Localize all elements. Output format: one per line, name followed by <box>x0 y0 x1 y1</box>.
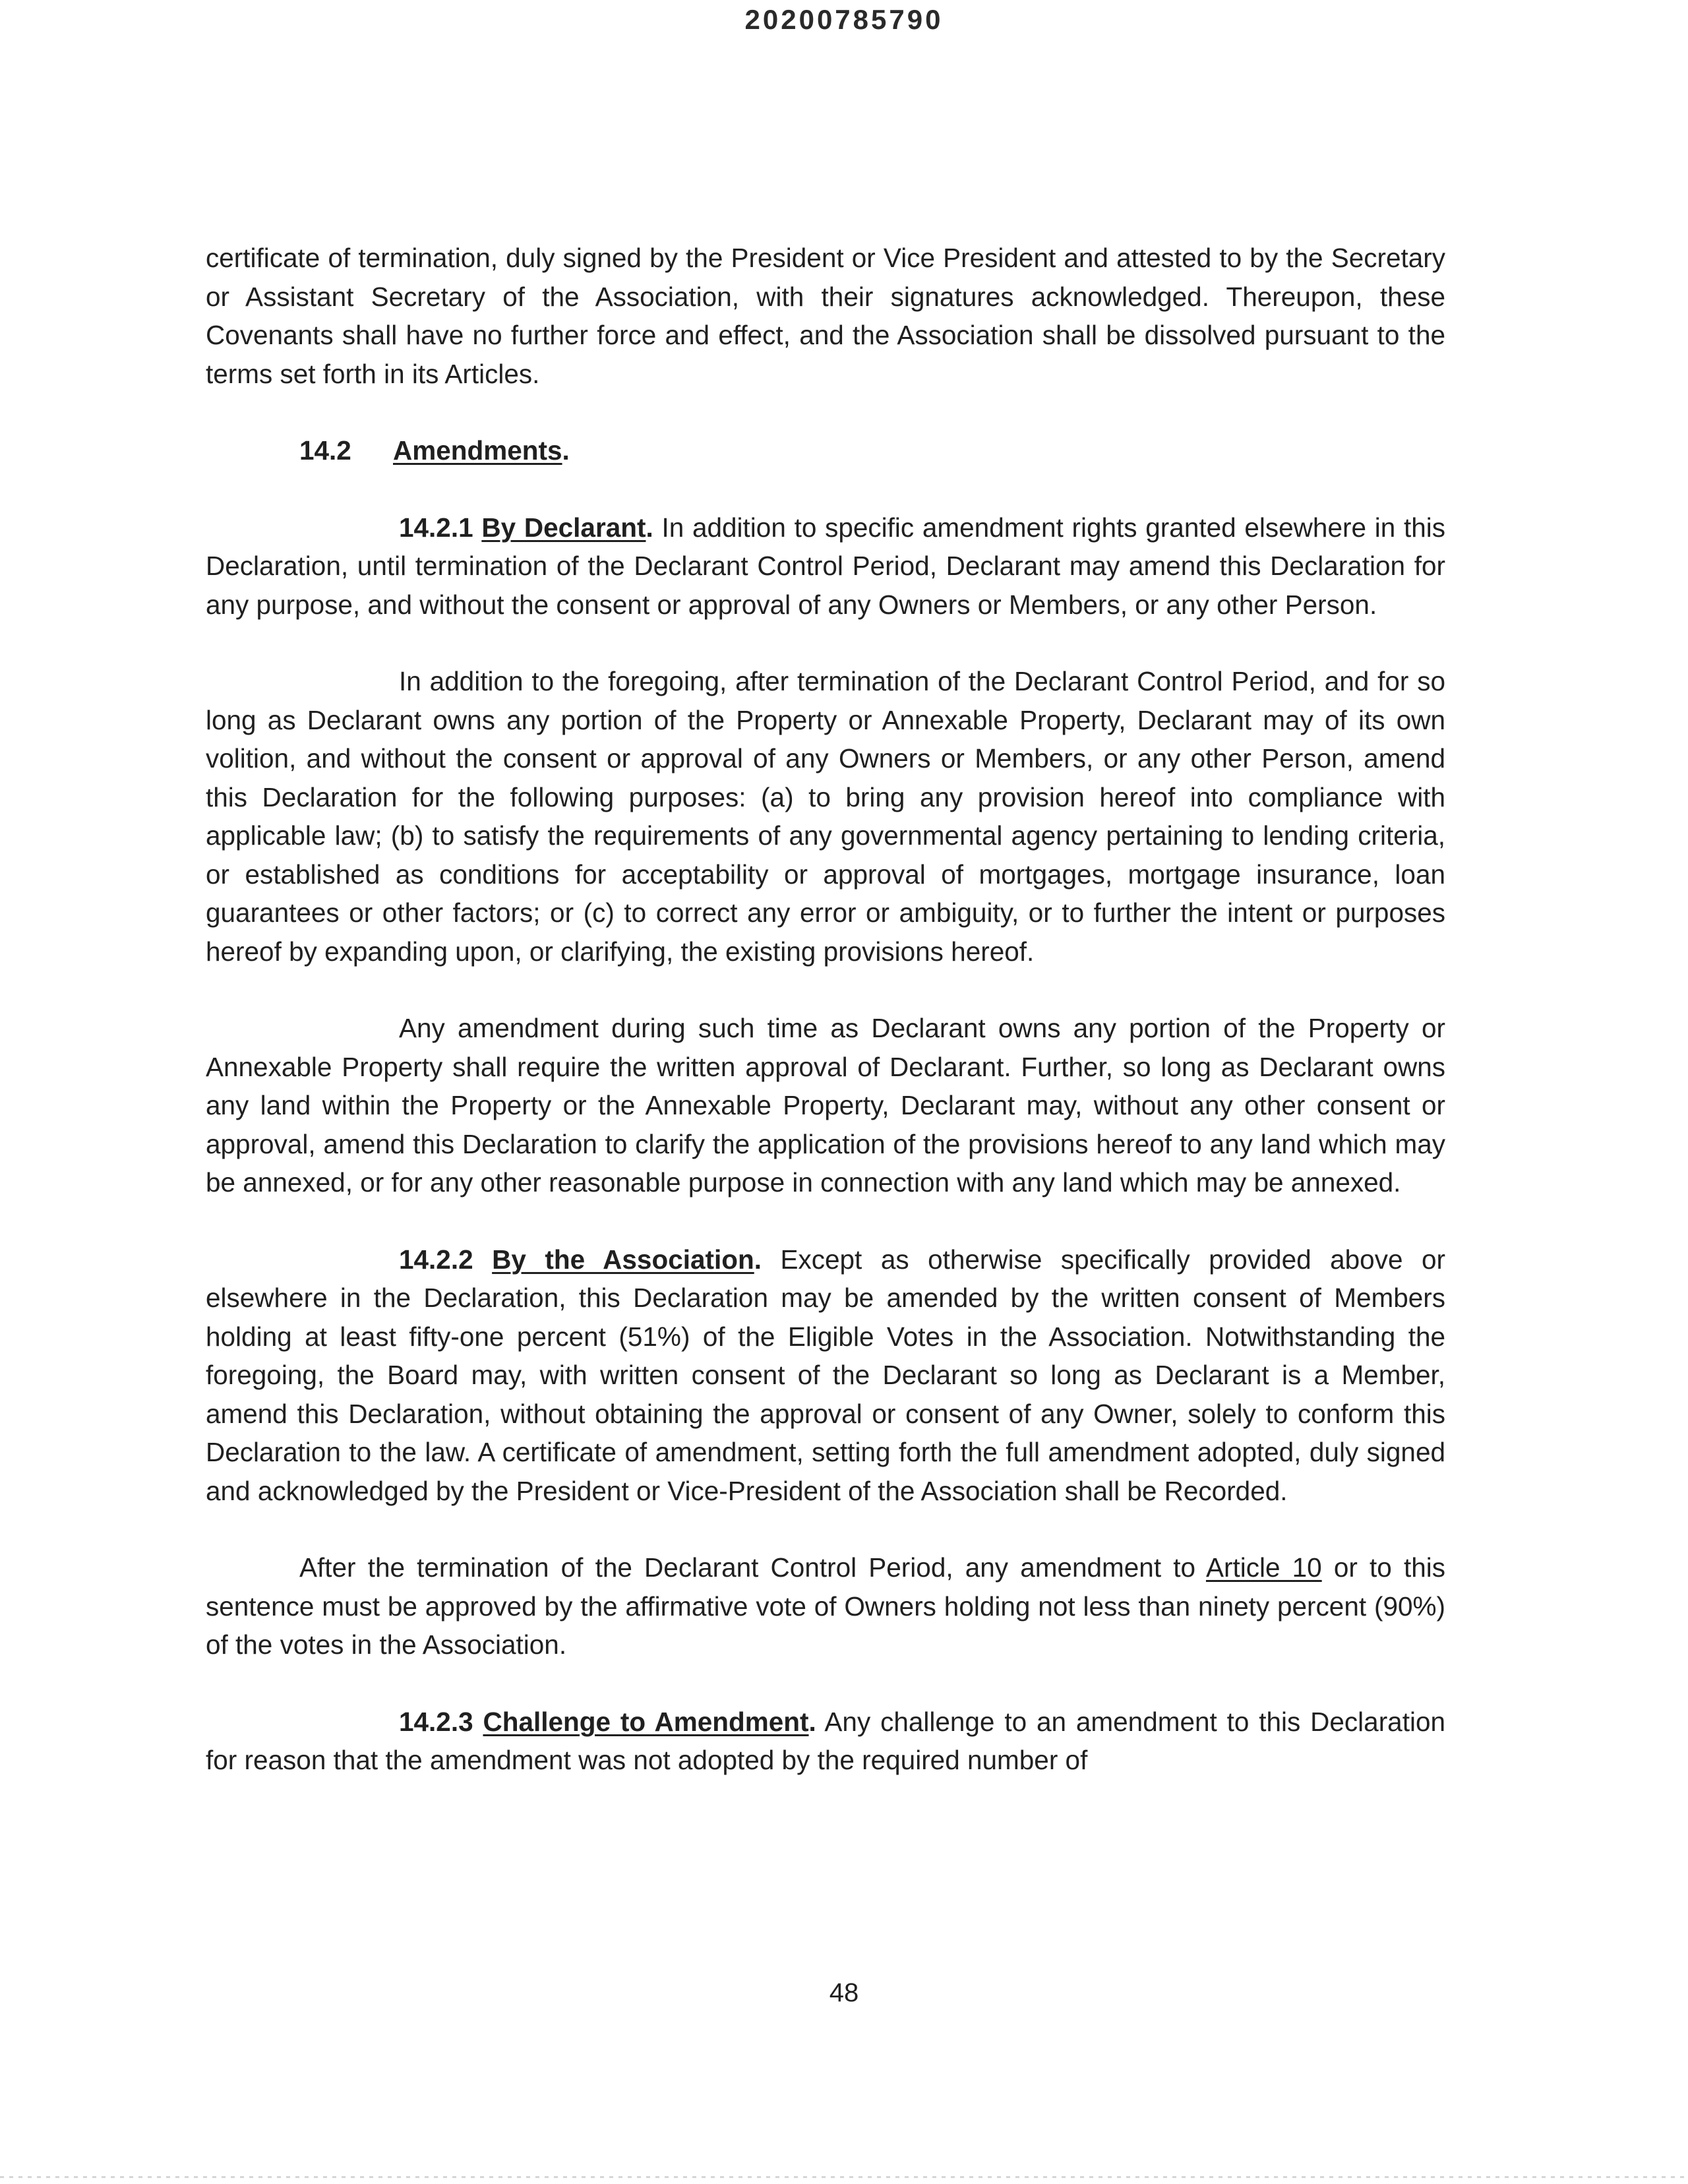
subsection-number: 14.2.2 <box>399 1244 473 1275</box>
subsection-title-period: . <box>754 1244 762 1275</box>
subsection-title: By Declarant <box>481 512 646 543</box>
document-body <box>206 239 1445 1818</box>
subsection-title: Challenge to Amendment <box>483 1706 809 1737</box>
subsection-text: In addition to specific amendment rights granted elsewhere in this Declaration, until termination of the Declarant Control Period, Declarant may amend this Declaration for any purpose, and without the consent or approval of any Owners or Members, or any other Person. <box>206 512 1446 620</box>
paragraph-text-after-link: or to this sentence must be approved by the affirmative vote of Owners holding not less than ninety percent (90%) of the votes in the Association. <box>206 1552 1445 1660</box>
paragraph-text-before-link: After the termination of the Declarant Control Period, any amendment to <box>299 1552 1206 1583</box>
subsection-title-period: . <box>808 1706 816 1737</box>
document-number: 20200785790 <box>744 4 944 35</box>
paragraph-in-addition-foregoing: In addition to the foregoing, after termination of the Declarant Control Period, and for so long as Declarant owns any portion of the Property or Annexable Property, Declarant may of its own volition, and without the consent or approval of any Owners or Members, or any other Person, amend this Declaration for the following purposes: (a) to bring any provision hereof into compliance with applicable law; (b) to satisfy the requirements of any governmental agency pertaining to lending criteria, or established as conditions for acceptability or approval of mortgages, mortgage insurance, loan guarantees or other factors; or (c) to correct any error or ambiguity, or to further the intent or purposes hereof by expanding upon, or clarifying, the existing provisions hereof. <box>206 666 1445 967</box>
subsection-title: By the Association <box>492 1244 754 1275</box>
subsection-number: 14.2.3 <box>399 1706 473 1737</box>
section-title: Amendments <box>393 435 562 466</box>
paragraph-after-termination <box>206 1548 1445 1664</box>
paragraph-any-amendment: Any amendment during such time as Declarant owns any portion of the Property or Annexable Property shall require the written approval of Declarant. Further, so long as Declarant owns any land within the Property or the Annexable Property, Declarant may, without any other consent or approval, amend this Declaration to clarify the application of the provisions hereof to any land which may be annexed, or for any other reasonable purpose in connection with any land which may be annexed. <box>206 1013 1445 1198</box>
page-number: 48 <box>829 1978 859 2007</box>
section-heading-14-2 <box>206 431 1445 470</box>
subsection-text: Except as otherwise specifically provided above or elsewhere in the Declaration, this Declaration may be amended by the written consent of Members holding at least fifty-one percent (51%) of the Eligible Votes in the Association. Notwithstanding the foregoing, the Board may, with written consent of the Declarant so long as Declarant is a Member, amend this Declaration, without obtaining the approval or consent of any Owner, solely to conform this Declaration to the law. A certificate of amendment, setting forth the full amendment adopted, duly signed and acknowledged by the President or Vice-President of the Association shall be Recorded. <box>206 1244 1445 1506</box>
subsection-text: Any challenge to an amendment to this Declaration for reason that the amendment was not adopted by the required number of <box>206 1706 1446 1775</box>
paragraph-14-2-3 <box>206 1703 1445 1780</box>
paragraph-termination-certificate: certificate of termination, duly signed by the President or Vice President and attested to by the Secretary or Assistant Secretary of the Association, with their signatures acknowledged. Thereupon, these Covenants shall have no further force and effect, and the Association shall be dissolved pursuant to the terms set forth in its Articles. <box>206 243 1445 389</box>
paragraph-14-2-2 <box>206 1240 1445 1511</box>
section-title-period: . <box>562 435 570 466</box>
article-10-reference: Article 10 <box>1205 1552 1322 1583</box>
paragraph-14-2-1 <box>206 508 1445 624</box>
subsection-title-period: . <box>646 512 653 543</box>
subsection-number: 14.2.1 <box>399 512 473 543</box>
scan-edge-divider <box>0 2176 1688 2178</box>
section-number: 14.2 <box>299 435 351 466</box>
